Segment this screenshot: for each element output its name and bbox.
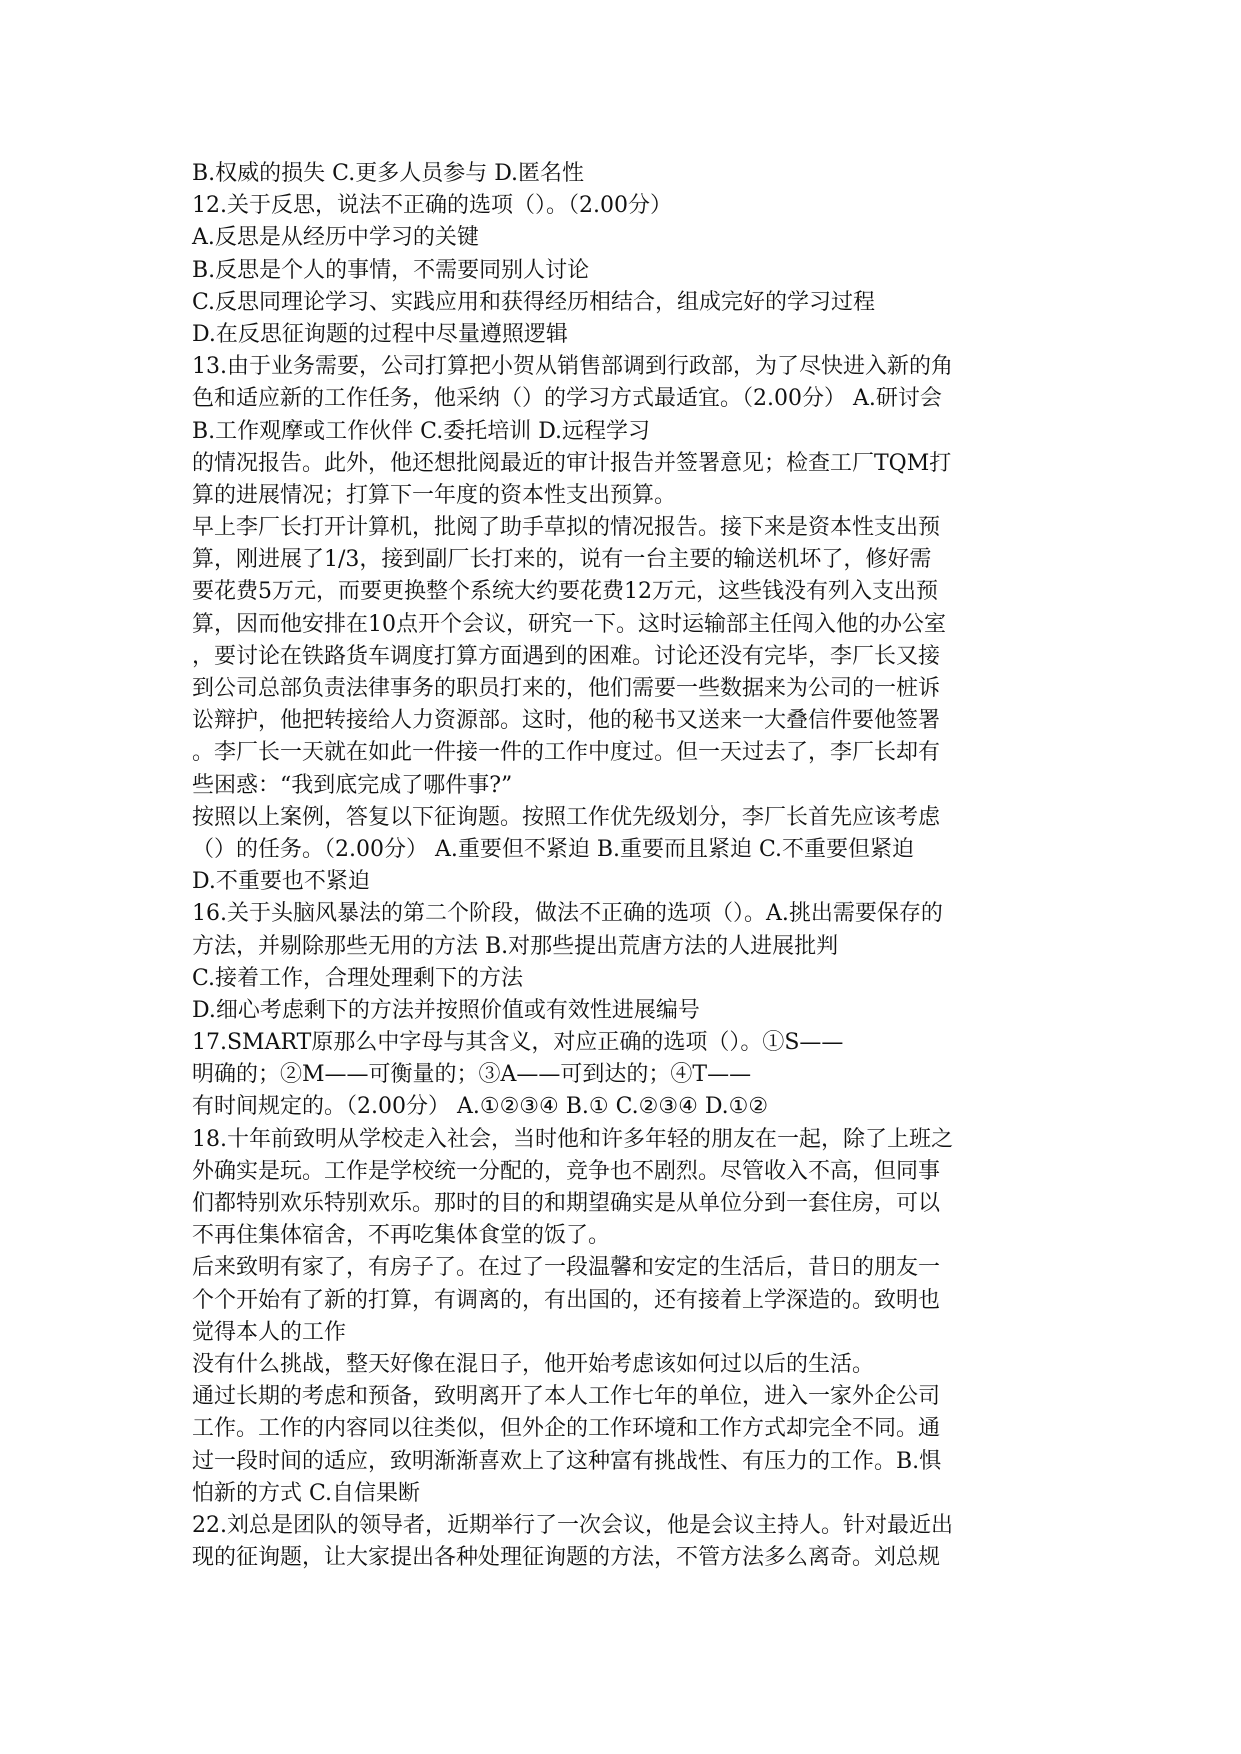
text-line: B.反思是个人的事情，不需要同别人讨论 bbox=[192, 257, 590, 283]
text-line: ，要讨论在铁路货车调度打算方面遇到的困难。讨论还没有完毕，李厂长又接 bbox=[192, 643, 941, 669]
text-line: 算，因而他安排在10点开个会议，研究一下。这时运输部主任闯入他的办公室 bbox=[192, 611, 946, 637]
text-line: 的情况报告。此外，他还想批阅最近的审计报告并签署意见；检查工厂TQM打 bbox=[192, 450, 952, 476]
text-line: 早上李厂长打开计算机，批阅了助手草拟的情况报告。接下来是资本性支出预 bbox=[192, 515, 941, 541]
text-line: D.细心考虑剩下的方法并按照价值或有效性进展编号 bbox=[192, 997, 700, 1023]
text-line: 要花费5万元，而要更换整个系统大约要花费12万元，这些钱没有列入支出预 bbox=[192, 579, 938, 605]
text-line: 些困惑：“我到底完成了哪件事?” bbox=[192, 772, 513, 798]
text-line: B.权威的损失 C.更多人员参与 D.匿名性 bbox=[192, 161, 585, 186]
text-line: 明确的；②M——可衡量的；③A——可到达的；④T—— bbox=[192, 1062, 752, 1088]
text-line: 16.关于头脑风暴法的第二个阶段，做法不正确的选项（）。A.挑出需要保存的 bbox=[192, 901, 943, 927]
text-line: 后来致明有家了，有房子了。在过了一段温馨和安定的生活后，昔日的朋友一 bbox=[192, 1255, 941, 1281]
text-line: 工作。工作的内容同以往类似，但外企的工作环境和工作方式却完全不同。通 bbox=[192, 1416, 941, 1442]
text-line: D.不重要也不紧迫 bbox=[192, 869, 370, 895]
text-line: 17.SMART原那么中字母与其含义，对应正确的选项（）。①S—— bbox=[192, 1030, 844, 1056]
text-line: 算的进展情况；打算下一年度的资本性支出预算。 bbox=[192, 482, 677, 508]
text-line: 18.十年前致明从学校走入社会，当时他和许多年轻的朋友在一起，除了上班之 bbox=[192, 1126, 953, 1152]
text-line: A.反思是从经历中学习的关键 bbox=[192, 225, 479, 251]
text-line: 讼辩护，他把转接给人力资源部。这时，他的秘书又送来一大叠信件要他签署 bbox=[192, 708, 941, 734]
text-line: 觉得本人的工作 bbox=[192, 1319, 347, 1345]
text-line: 们都特别欢乐特别欢乐。那时的目的和期望确实是从单位分到一套住房，可以 bbox=[192, 1191, 941, 1216]
document-body bbox=[192, 158, 1054, 1574]
text-line: 12.关于反思，说法不正确的选项（）。（2.00分） bbox=[192, 193, 672, 219]
text-line: 色和适应新的工作任务，他采纳（）的学习方式最适宜。（2.00分） A.研讨会 bbox=[192, 386, 942, 412]
text-line: 外确实是玩。工作是学校统一分配的，竞争也不剧烈。尽管收入不高，但同事 bbox=[192, 1158, 941, 1184]
text-line: 怕新的方式 C.自信果断 bbox=[192, 1480, 421, 1506]
text-line: C.反思同理论学习、实践应用和获得经历相结合，组成完好的学习过程 bbox=[192, 289, 876, 315]
text-line: 不再住集体宿舍，不再吃集体食堂的饭了。 bbox=[192, 1223, 611, 1249]
text-line: 22.刘总是团队的领导者，近期举行了一次会议，他是会议主持人。针对最近出 bbox=[192, 1512, 953, 1538]
text-line: 个个开始有了新的打算，有调离的，有出国的，还有接着上学深造的。致明也 bbox=[192, 1287, 941, 1313]
text-line: 有时间规定的。（2.00分） A.①②③④ B.① C.②③④ D.①② bbox=[192, 1094, 769, 1120]
text-line: 过一段时间的适应，致明渐渐喜欢上了这种富有挑战性、有压力的工作。B.惧 bbox=[192, 1448, 942, 1474]
text-line: 算，刚进展了1/3，接到副厂长打来的，说有一台主要的输送机坏了，修好需 bbox=[192, 547, 932, 573]
text-line: C.接着工作，合理处理剩下的方法 bbox=[192, 965, 524, 991]
text-line: （）的任务。（2.00分） A.重要但不紧迫 B.重要而且紧迫 C.不重要但紧迫 bbox=[192, 836, 915, 862]
text-line: 。李厂长一天就在如此一件接一件的工作中度过。但一天过去了，李厂长却有 bbox=[192, 740, 941, 766]
text-line: D.在反思征询题的过程中尽量遵照逻辑 bbox=[192, 321, 568, 347]
text-line: 13.由于业务需要，公司打算把小贺从销售部调到行政部，为了尽快进入新的角 bbox=[192, 354, 953, 380]
text-line: B.工作观摩或工作伙伴 C.委托培训 D.远程学习 bbox=[192, 418, 651, 444]
text-line: 方法，并剔除那些无用的方法 B.对那些提出荒唐方法的人进展批判 bbox=[192, 933, 839, 959]
text-line: 按照以上案例，答复以下征询题。按照工作优先级划分，李厂长首先应该考虑 bbox=[192, 804, 941, 830]
text-line: 到公司总部负责法律事务的职员打来的，他们需要一些数据来为公司的一桩诉 bbox=[192, 676, 941, 701]
text-line: 现的征询题，让大家提出各种处理征询题的方法，不管方法多么离奇。刘总规 bbox=[192, 1545, 941, 1571]
text-line: 没有什么挑战，整天好像在混日子，他开始考虑该如何过以后的生活。 bbox=[192, 1351, 875, 1377]
text-line: 通过长期的考虑和预备，致明离开了本人工作七年的单位，进入一家外企公司 bbox=[192, 1384, 941, 1410]
